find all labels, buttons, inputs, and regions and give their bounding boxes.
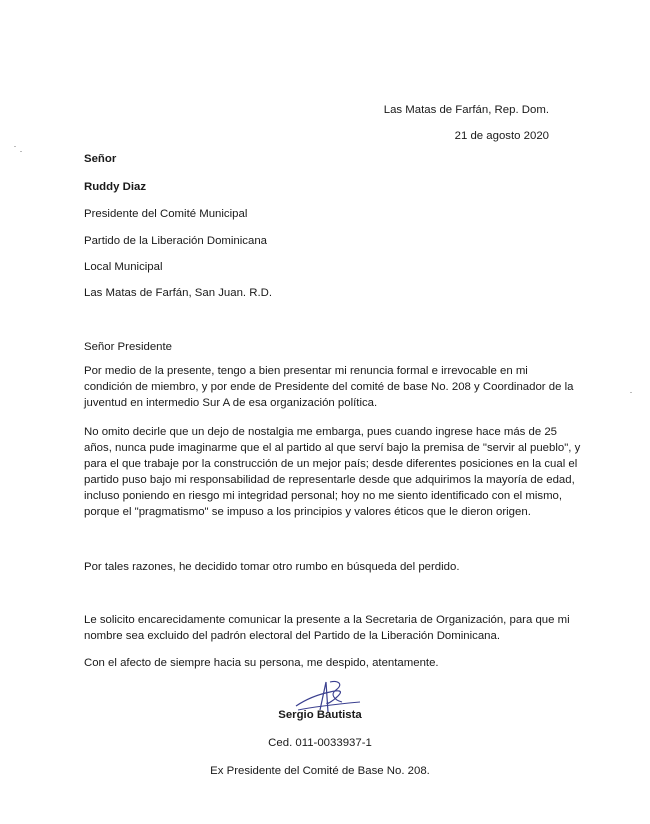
- recipient-name: Ruddy Diaz: [84, 181, 147, 193]
- recipient-address: Las Matas de Farfán, San Juan. R.D.: [84, 287, 273, 299]
- paragraph-line: partido puso bajo mi responsabilidad de representarle desde que adquirimos la mayoría de edad,: [84, 473, 575, 486]
- letter-place: Las Matas de Farfán, Rep. Dom.: [383, 104, 549, 116]
- letter-date: 21 de agosto 2020: [454, 130, 549, 142]
- scan-speck: [20, 151, 22, 152]
- paragraph-line: Por medio de la presente, tengo a bien presentar mi renuncia formal e irrevocable en mi: [84, 365, 528, 377]
- paragraph-resignation: [84, 364, 573, 412]
- letter-closing: Con el afecto de siempre hacia su persona, me despido, atentamente.: [84, 657, 439, 669]
- paragraph-line: Le solicito encarecidamente comunicar la presente a la Secretaria de Organización, para que mi: [84, 614, 570, 626]
- signature-title: Ex Presidente del Comité de Base No. 208.: [210, 765, 430, 777]
- paragraph-request: [84, 613, 570, 645]
- recipient-party: Partido de la Liberación Dominicana: [84, 235, 267, 247]
- paragraph-nostalgia: [84, 425, 580, 520]
- recipient-office: Local Municipal: [84, 261, 163, 273]
- paragraph-line: nombre sea excluido del padrón electoral del Partido de la Liberación Dominicana.: [84, 629, 501, 642]
- scan-speck: [14, 146, 16, 147]
- paragraph-line: porque el "pragmatismo" se impuso a los principios y valores éticos que le dieron origen.: [84, 505, 531, 518]
- signature-id-number: Ced. 011-0033937-1: [268, 737, 372, 749]
- paragraph-line: condición de miembro, y por ende de Presidente del comité de base No. 208 y Coordinador de la: [84, 380, 574, 393]
- recipient-salutation-title: Señor: [84, 153, 117, 165]
- paragraph-line: años, nunca pude imaginarme que el al partido al que serví bajo la premisa de "servir al pueblo", y: [84, 441, 581, 454]
- paragraph-line: No omito decirle que un dejo de nostalgia me embarga, pues cuando ingrese hace más de 25: [84, 426, 558, 438]
- letter-greeting: Señor Presidente: [84, 341, 173, 353]
- paragraph-line: juventud en intermedio Sur A de esa organización política.: [84, 396, 378, 409]
- scan-speck: [630, 392, 632, 393]
- paragraph-line: incluso poniendo en riesgo mi integridad personal; hoy no me siento identificado con el mismo,: [84, 489, 563, 502]
- paragraph-reasons: Por tales razones, he decidido tomar otro rumbo en búsqueda del perdido.: [84, 561, 460, 573]
- paragraph-line: para el que trabaje por la construcción de un mejor país; desde diferentes posiciones en la cual el: [84, 457, 578, 470]
- signature-name: Sergio Bautista: [278, 709, 362, 721]
- recipient-role: Presidente del Comité Municipal: [84, 208, 248, 220]
